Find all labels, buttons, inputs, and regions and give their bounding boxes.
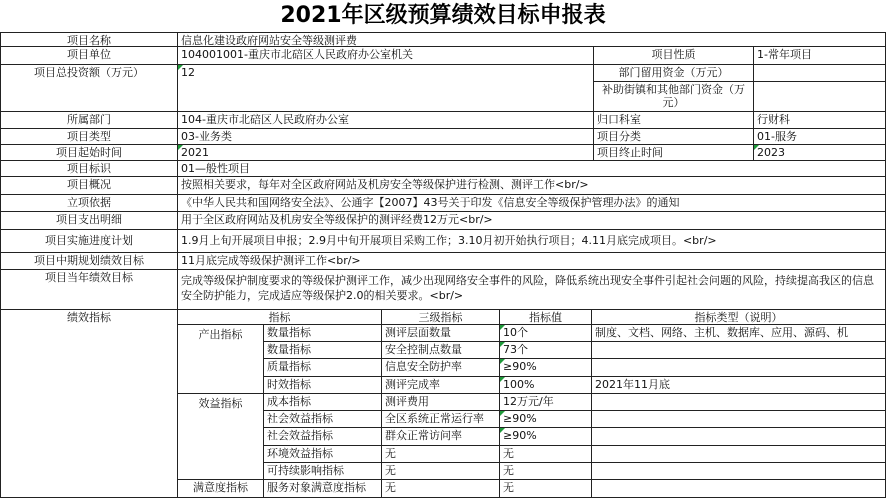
value-department: 104-重庆市北碚区人民政府办公室 bbox=[178, 112, 594, 129]
indicator-l3: 安全控制点数量 bbox=[382, 342, 500, 359]
indicator-l2: 环境效益指标 bbox=[264, 446, 382, 463]
indicator-l3: 无 bbox=[382, 463, 500, 480]
label-project-class: 项目分类 bbox=[594, 129, 754, 145]
indicator-value: ≥90% bbox=[500, 359, 592, 377]
indicator-l3: 全区系统正常运行率 bbox=[382, 411, 500, 428]
label-indicators: 绩效指标 bbox=[0, 310, 178, 498]
indicator-l3: 群众正常访问率 bbox=[382, 428, 500, 446]
indicator-l2: 社会效益指标 bbox=[264, 411, 382, 428]
value-project-class: 01-服务 bbox=[754, 129, 886, 145]
indicator-value: 无 bbox=[500, 480, 592, 498]
indicator-type bbox=[592, 342, 886, 359]
label-department: 所属部门 bbox=[0, 112, 178, 129]
value-project-mark: 01—般性项目 bbox=[178, 161, 886, 177]
value-expense-detail: 用于全区政府网站及机房安全等级保护的测评经费12万元<br/> bbox=[178, 212, 886, 230]
indicator-l2: 成本指标 bbox=[264, 394, 382, 411]
indicator-value: ≥90% bbox=[500, 411, 592, 428]
value-category-office: 行财科 bbox=[754, 112, 886, 129]
indicator-type bbox=[592, 359, 886, 377]
header-value: 指标值 bbox=[500, 310, 592, 325]
indicator-l2: 时效指标 bbox=[264, 377, 382, 394]
label-project-name: 项目名称 bbox=[0, 32, 178, 47]
value-project-type: 03-业务类 bbox=[178, 129, 594, 145]
indicator-value: ≥90% bbox=[500, 428, 592, 446]
indicator-l3: 信息安全防护率 bbox=[382, 359, 500, 377]
indicator-type: 制度、文档、网络、主机、数据库、应用、源码、机 bbox=[592, 325, 886, 342]
indicator-type bbox=[592, 480, 886, 498]
indicator-l3: 测评层面数量 bbox=[382, 325, 500, 342]
label-project-mark: 项目标识 bbox=[0, 161, 178, 177]
value-project-unit: 104001001-重庆市北碚区人民政府办公室机关 bbox=[178, 47, 594, 65]
indicator-l3: 无 bbox=[382, 446, 500, 463]
page-title: 2021年区级预算绩效目标申报表 bbox=[280, 3, 606, 28]
header-type: 指标类型（说明） bbox=[592, 310, 886, 325]
indicator-l2: 数量指标 bbox=[264, 342, 382, 359]
indicator-value: 100% bbox=[500, 377, 592, 394]
indicator-value: 73个 bbox=[500, 342, 592, 359]
label-expense-detail: 项目支出明细 bbox=[0, 212, 178, 230]
label-mid-goal: 项目中期规划绩效目标 bbox=[0, 253, 178, 270]
budget-table bbox=[0, 32, 886, 498]
indicator-type bbox=[592, 428, 886, 446]
value-basis: 《中华人民共和国网络安全法》、公通字【2007】43号关于印发《信息安全等级保护管理办法》的通知 bbox=[178, 195, 886, 212]
label-start-time: 项目起始时间 bbox=[0, 145, 178, 161]
header-level3: 三级指标 bbox=[382, 310, 500, 325]
header-indicator: 指标 bbox=[178, 310, 382, 325]
indicator-l3: 无 bbox=[382, 480, 500, 498]
group-satisfaction: 满意度指标 bbox=[178, 480, 264, 498]
indicator-l2: 服务对象满意度指标 bbox=[264, 480, 382, 498]
label-schedule: 项目实施进度计划 bbox=[0, 230, 178, 253]
indicator-l2: 质量指标 bbox=[264, 359, 382, 377]
value-project-nature: 1-常年项目 bbox=[754, 47, 886, 65]
value-dept-retained bbox=[754, 65, 886, 82]
indicator-value: 10个 bbox=[500, 325, 592, 342]
indicator-l2: 社会效益指标 bbox=[264, 428, 382, 446]
indicator-l3: 测评费用 bbox=[382, 394, 500, 411]
label-project-type: 项目类型 bbox=[0, 129, 178, 145]
indicator-l2: 可持续影响指标 bbox=[264, 463, 382, 480]
label-end-time: 项目终止时间 bbox=[594, 145, 754, 161]
label-subsidy: 补助街镇和其他部门资金（万元） bbox=[594, 82, 754, 112]
label-dept-retained: 部门留用资金（万元） bbox=[594, 65, 754, 82]
indicator-type bbox=[592, 463, 886, 480]
value-subsidy bbox=[754, 82, 886, 112]
indicator-l2: 数量指标 bbox=[264, 325, 382, 342]
label-total-investment: 项目总投资额（万元） bbox=[0, 65, 178, 112]
label-overview: 项目概况 bbox=[0, 177, 178, 195]
indicator-value: 12万元/年 bbox=[500, 394, 592, 411]
indicator-value: 无 bbox=[500, 463, 592, 480]
value-start-time: 2021 bbox=[178, 145, 594, 161]
value-total-investment: 12 bbox=[178, 65, 594, 112]
value-project-name: 信息化建设政府网站安全等级测评费 bbox=[178, 32, 886, 47]
value-mid-goal: 11月底完成等级保护测评工作<br/> bbox=[178, 253, 886, 270]
indicator-type: 2021年11月底 bbox=[592, 377, 886, 394]
indicator-type bbox=[592, 446, 886, 463]
value-schedule: 1.9月上旬开展项目申报；2.9月中旬开展项目采购工作；3.10月初开始执行项目；4.11月底完成项目。<br/> bbox=[178, 230, 886, 253]
value-overview: 按照相关要求，每年对全区政府网站及机房安全等级保护进行检测、测评工作<br/> bbox=[178, 177, 886, 195]
group-output: 产出指标 bbox=[178, 325, 264, 394]
label-basis: 立项依据 bbox=[0, 195, 178, 212]
value-year-goal: 完成等级保护制度要求的等级保护测评工作，减少出现网络安全事件的风险，降低系统出现安全事件引起社会问题的风险，持续提高我区的信息安全防护能力，完成适应等级保护2.0的相关要求。<br/> bbox=[178, 270, 886, 310]
indicator-type bbox=[592, 411, 886, 428]
label-year-goal: 项目当年绩效目标 bbox=[0, 270, 178, 310]
label-project-nature: 项目性质 bbox=[594, 47, 754, 65]
value-end-time: 2023 bbox=[754, 145, 886, 161]
label-project-unit: 项目单位 bbox=[0, 47, 178, 65]
indicator-value: 无 bbox=[500, 446, 592, 463]
label-category-office: 归口科室 bbox=[594, 112, 754, 129]
indicator-l3: 测评完成率 bbox=[382, 377, 500, 394]
group-benefit: 效益指标 bbox=[178, 394, 264, 480]
indicator-type bbox=[592, 394, 886, 411]
